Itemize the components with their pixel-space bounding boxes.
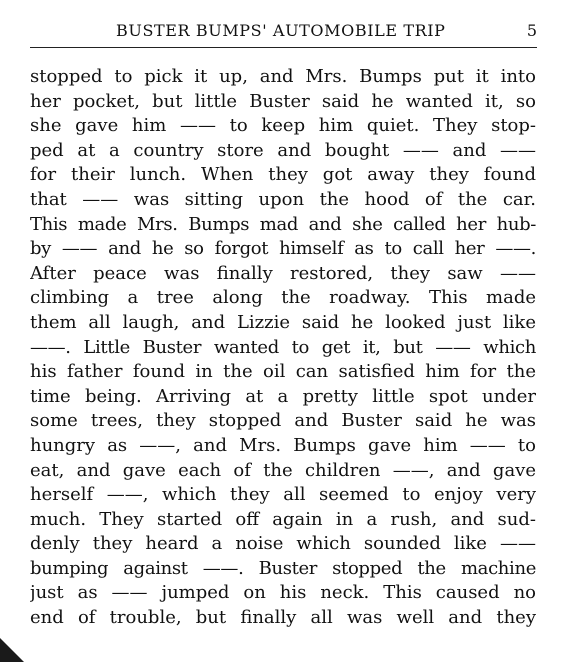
- text-line: that —— was sitting upon the hood of the car.: [30, 188, 536, 210]
- text-line: ped at a country store and bought —— and ——: [30, 139, 536, 161]
- text-line: herself ——, which they all seemed to enjoy very: [30, 484, 536, 506]
- text-line: time being. Arriving at a pretty little spot under: [30, 385, 536, 407]
- text-line: stopped to pick it up, and Mrs. Bumps put it into: [30, 66, 536, 87]
- text-line: eat, and gave each of the children ——, and gave: [30, 459, 536, 481]
- text-line: his father found in the oil can satisfied him for the: [30, 361, 536, 383]
- text-line: After peace was finally restored, they saw ——: [30, 262, 536, 284]
- scan-corner-shadow: [0, 638, 24, 662]
- text-line: some trees, they stopped and Buster said he was: [30, 410, 536, 432]
- text-line: just as —— jumped on his neck. This caused no: [30, 582, 536, 604]
- page-number: 5: [526, 21, 537, 40]
- header-rule: [30, 47, 537, 48]
- text-line: bumping against ——. Buster stopped the machine: [30, 557, 536, 579]
- text-line: hungry as ——, and Mrs. Bumps gave him —— to: [30, 434, 536, 456]
- text-line: ——. Little Buster wanted to get it, but —— which: [30, 336, 536, 358]
- text-line: much. They started off again in a rush, and sud-: [30, 508, 536, 530]
- text-line: them all laugh, and Lizzie said he looked just like: [30, 311, 536, 333]
- text-line: her pocket, but little Buster said he wanted it, so: [30, 90, 536, 112]
- text-line: end of trouble, but finally all was well and they: [30, 607, 536, 629]
- text-line: by —— and he so forgot himself as to call her ——.: [30, 238, 536, 260]
- page-header: [30, 17, 537, 43]
- text-line: for their lunch. When they got away they found: [30, 164, 536, 186]
- text-line: denly they heard a noise which sounded like ——: [30, 533, 536, 555]
- text-line: This made Mrs. Bumps mad and she called her hub-: [30, 213, 536, 235]
- text-line: climbing a tree along the roadway. This made: [30, 287, 536, 309]
- text-line: she gave him —— to keep him quiet. They stop-: [30, 115, 536, 137]
- body-text: [30, 65, 536, 631]
- running-title: BUSTER BUMPS' AUTOMOBILE TRIP: [116, 21, 446, 40]
